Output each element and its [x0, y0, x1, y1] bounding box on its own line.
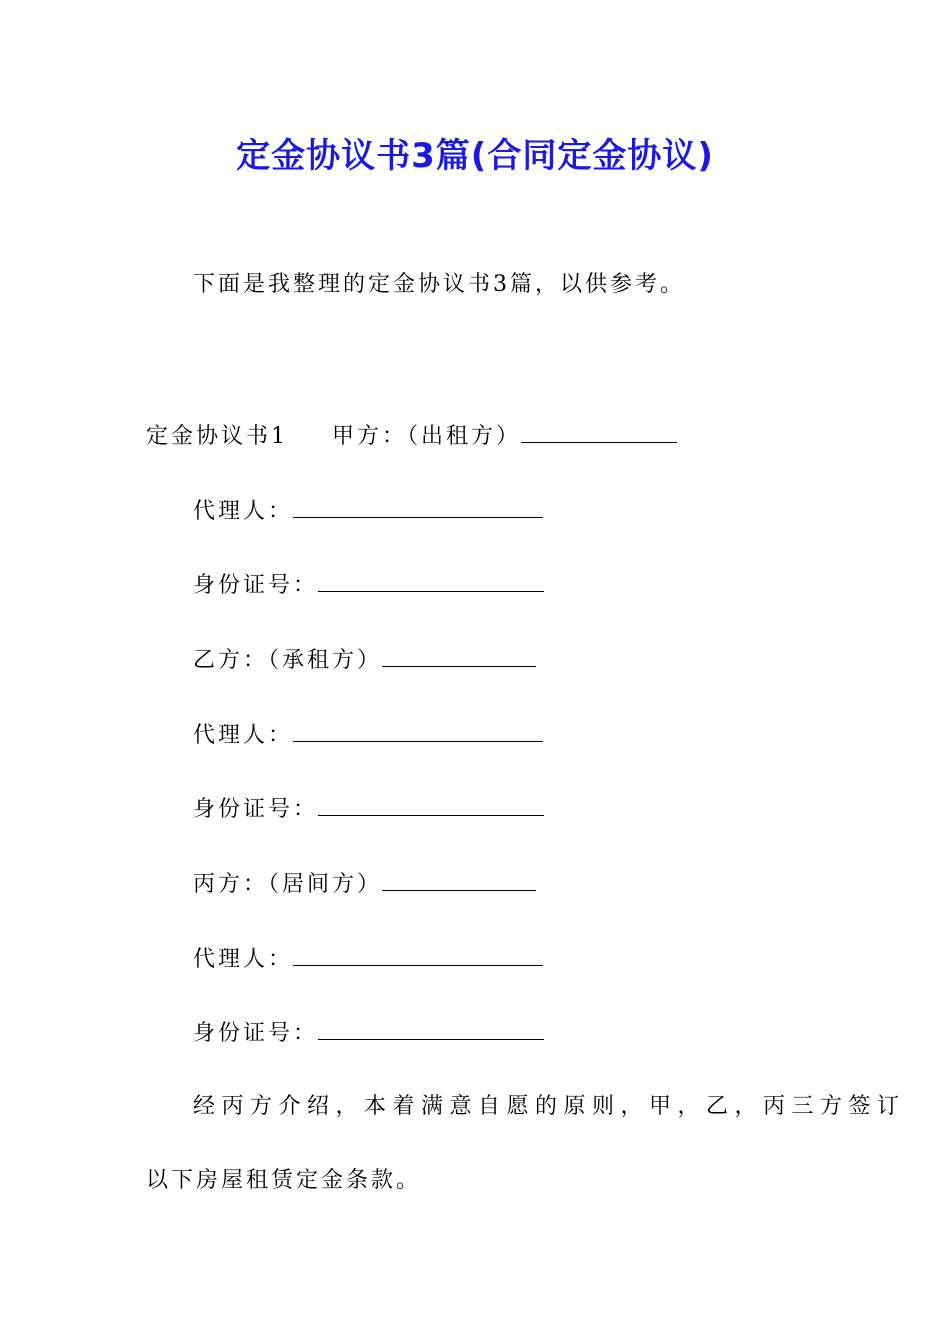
field-row [193, 495, 543, 527]
field-blank [318, 793, 544, 816]
field-label: 代理人： [193, 499, 294, 524]
page-title: 定金协议书3篇(合同定金协议) [236, 136, 714, 176]
body-paragraph-line: 以下房屋租赁定金条款。 [146, 1168, 422, 1193]
field-blank [293, 719, 543, 742]
field-label: 身份证号： [193, 1021, 319, 1046]
field-row [193, 793, 544, 825]
field-label: 代理人： [193, 947, 294, 972]
field-blank [318, 1017, 544, 1040]
field-row [193, 569, 544, 601]
field-blank [318, 569, 544, 592]
field-label: 乙方：（承租方） [193, 648, 383, 673]
section-heading-row [146, 420, 677, 452]
field-row [193, 868, 536, 900]
party-a-label: 甲方：（出租方） [332, 424, 522, 449]
field-blank [382, 644, 536, 667]
section-heading: 定金协议书1 [146, 424, 288, 449]
field-row [193, 644, 536, 676]
field-label: 代理人： [193, 723, 294, 748]
field-label: 身份证号： [193, 797, 319, 822]
field-row [193, 719, 543, 751]
field-blank [293, 943, 543, 966]
field-blank [293, 495, 543, 518]
field-row [193, 943, 543, 975]
body-paragraph-line: 经丙方介绍，本着满意自愿的原则，甲，乙，丙三方签订 [193, 1094, 906, 1119]
intro-paragraph: 下面是我整理的定金协议书3篇，以供参考。 [193, 272, 685, 297]
field-label: 丙方：（居间方） [193, 872, 383, 897]
party-a-blank [521, 420, 677, 443]
field-blank [382, 868, 536, 891]
field-row [193, 1017, 544, 1049]
field-label: 身份证号： [193, 573, 319, 598]
